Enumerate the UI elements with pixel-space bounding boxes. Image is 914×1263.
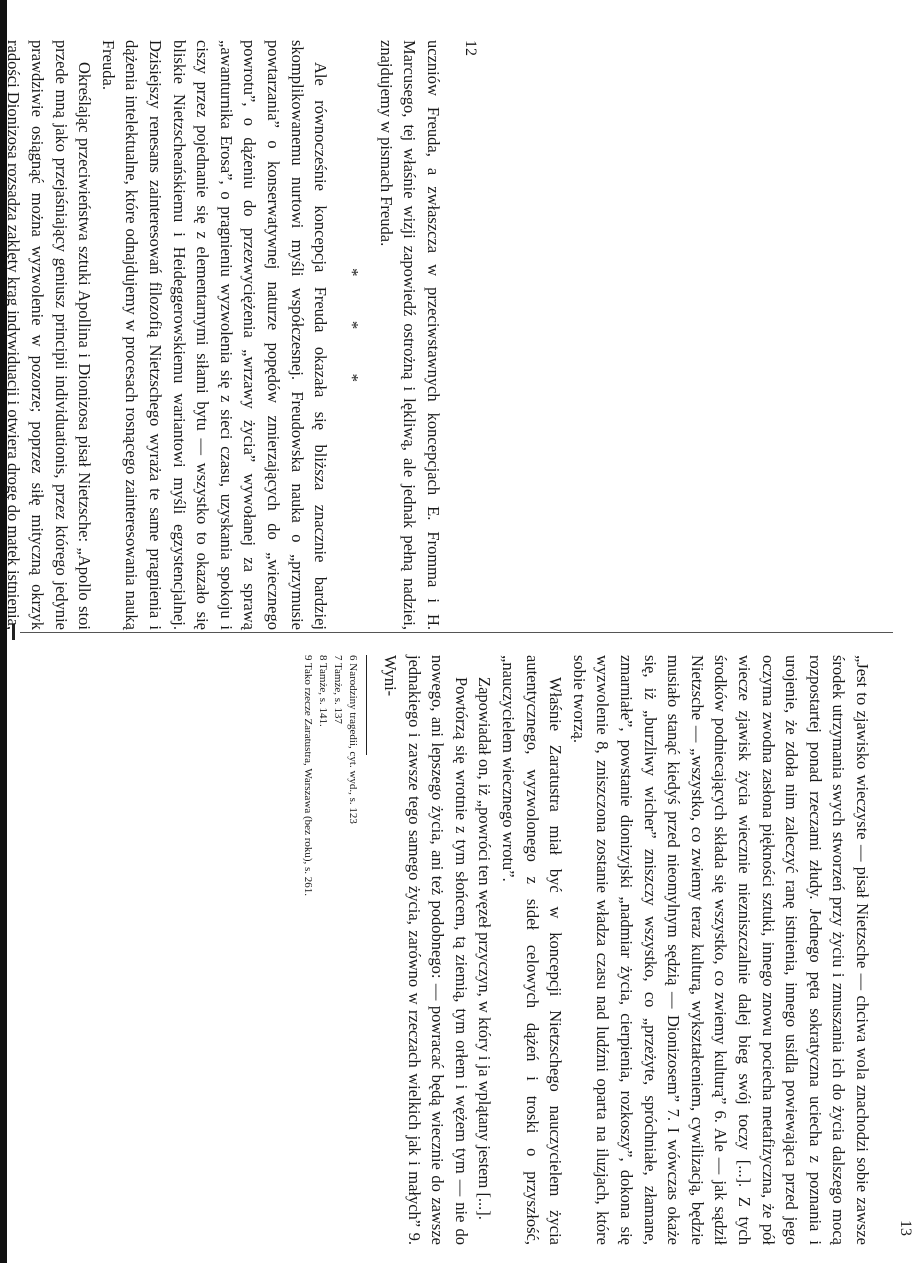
- paragraph: Powtórzą się wrotnie z tym słońcem, tą ziemią, tym orłem i wężem tym — nie do nowego, ani lepszego życia, ani też podobnego: — powracać będą wiecznie do zawsze jednakiego i zawsze tego samego życia, zarówno w rzeczach wielkich jak i małych” 9. Wyni-: [381, 655, 471, 1245]
- paragraph: Ale równocześnie koncepcja Freuda okazała się bliższa znacznie bardziej skomplikowanemu nurtowi myśli współczesnej. Freudowska nauka o „przymusie powtarzania” o konserwatywnej naturze popędów zmierzających do „wiecznego powrotu”, o dążeniu do przezwyciężenia „wrzawy życia” wywołanej za sprawą „awanturnika Erosa”, o pragnieniu wyzwolenia się z sieci czasu, uzyskania spokoju i ciszy przez pojednanie się z elementarnymi siłami bytu — wszystko to okazało się bliskie Nietzscheańskiemu i Heideggerowskiemu wariantowi myśli egzystencjalnej. Dzisiejszy renesans zainteresowań filozofią Nietzschego wyraża te same pragnienia i dążenia intelektualne, które odnajdujemy w procesach rosnącego zainteresowania nauką Freuda.: [98, 40, 331, 630]
- page-number: 13: [897, 1220, 914, 1236]
- paragraph: Określając przeciwieństwa sztuki Apollina i Dionizosa pisał Nietzsche: „Apollo stoi przede mną jako przejaśniający geniusz principii individuationis, przez którego jedynie prawdziwie osiągnąć można wyzwolenie w pozorze; poprzez siłę mityczną okrzyk radości Dionizosa rozsadza zaklęty krąg indywiduacji i otwiera drogę do matek istnienia,: [4, 40, 95, 630]
- paragraph: „Jest to zjawisko wieczyste — pisał Nietzsche — chciwa wola znachodzi sobie zawsze środek utrzymania swych stworzeń przy życiu i zmuszania ich do życia dalszego mocą rozpostartej ponad rzeczami złudy. Jednego pęta sokratyczna uciecha z poznania i urojenie, że zdoła nim zaleczyć ranę istnienia, innego usidla powiewająca przed jego oczyma zwodna zasłona piękności sztuki, innego znowu pociecha metafizyczna, że pół wiecze zjawisk życia wiecznie niezniszczalnie dalej bieg swój toczy [...]. Z tych środków podniecających składa się wszystko, co zwiemy kulturą” 6. Ale — jak sądził Nietzsche — „wszystko, co zwiemy teraz kulturą, wykształceniem, cywilizacją, będzie musiało stanąć kiedyś przed nieomylnym sędzią — Dionizosem” 7. I wówczas okaże się, iż „burzliwy wicher” zniszczy wszystko, co „przeżyte, spróchniałe, złamane, zmarniałe”, powstanie dionizyjski „nadmiar życia, cierpienia, rozkoszy”, dokona się wyzwolenie 8, zniszczona zostanie władza czasu nad ludźmi oparta na iluzjach, które sobie tworzą.: [569, 655, 872, 1245]
- paragraph: Właśnie Zaratustra miał być w koncepcji Nietzschego nauczycielem życia autentycznego, wyzwolonego z sideł celowych dążeń i troski o przyszłość, „nauczycielem wiecznego wrotu”.: [499, 655, 566, 1245]
- paragraph: Zapowiadał on, iż „powróci ten węzeł przyczyn, w który i ja wplątany jestem [...].: [475, 677, 495, 1220]
- footnote-rule: [366, 655, 367, 755]
- section-break-stars: * * *: [343, 268, 363, 402]
- footnote: 6 Narodziny tragedii, cyt. wyd., s. 123: [346, 655, 359, 824]
- footnote: 7 Tamże, s. 137: [331, 655, 344, 724]
- page-number: 12: [462, 40, 479, 56]
- footnote: 8 Tamże, s. 141.: [316, 655, 329, 727]
- footnote: 9 Tako rzecze Zaratustra, Warszawa (bez roku), s. 261.: [301, 655, 314, 897]
- paragraph: uczniów Freuda, a zwłaszcza w przeciwstawnych koncepcjach E. Fromma i H. Marcusego, tej właśnie wizji zapowiedź ostrożną i lękliwą, ale jednak pełną nadziei, znajdujemy w pismach Freuda.: [376, 40, 443, 630]
- page-fold-line: [20, 632, 893, 633]
- page-12: [0, 40, 479, 630]
- page-13: [74, 655, 914, 1245]
